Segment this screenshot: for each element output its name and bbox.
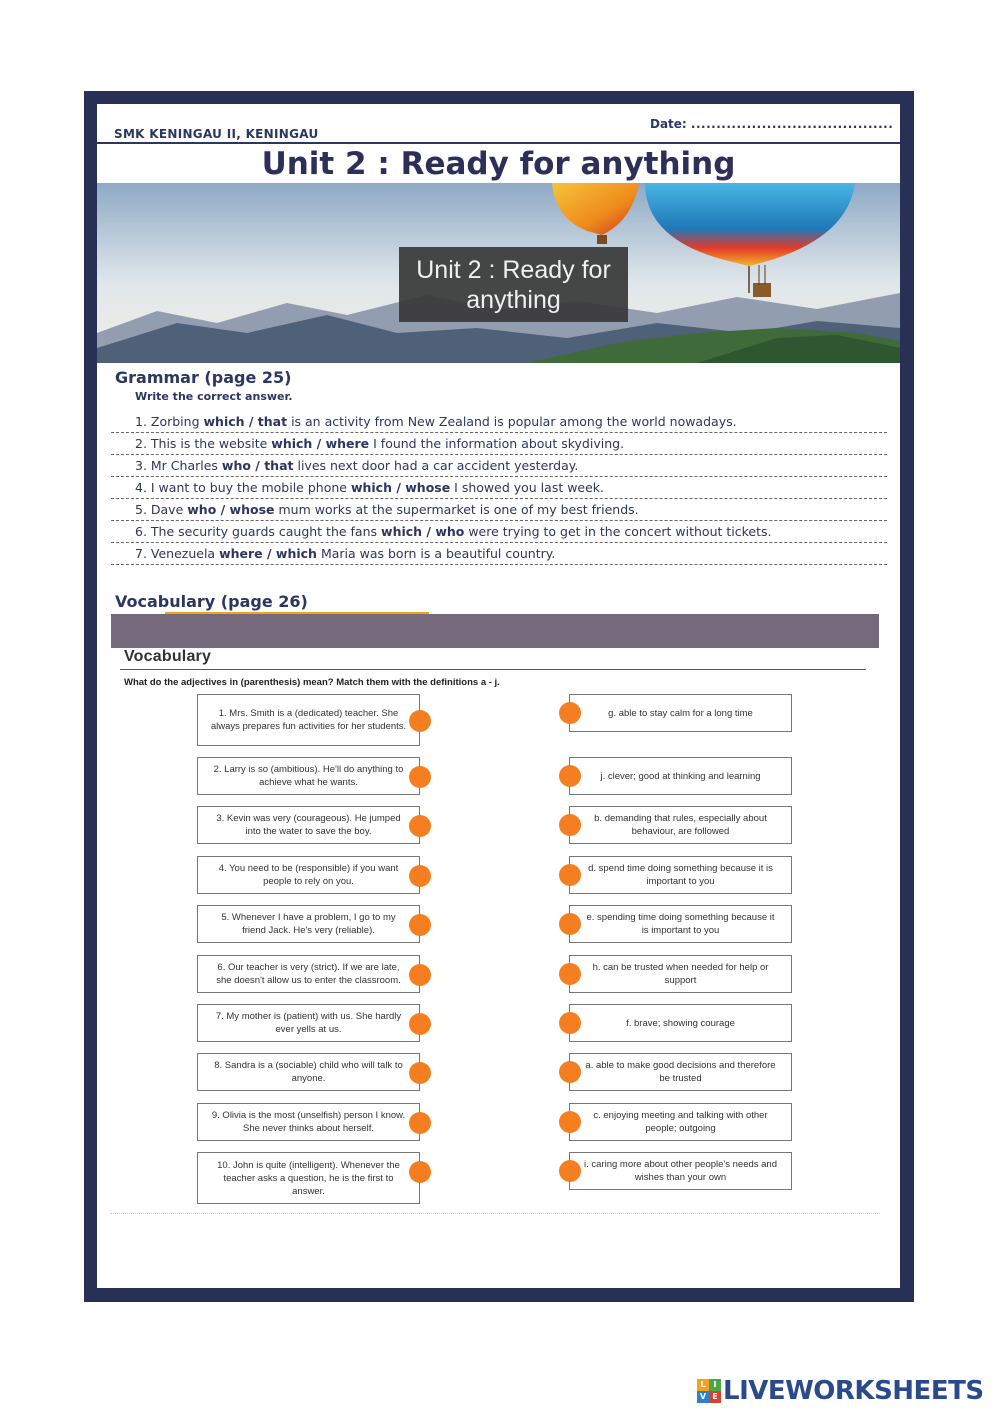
match-dot-left[interactable] [409,964,431,986]
grammar-question: 2. This is the website which / where I found the information about skydiving. [111,433,887,455]
match-dot-left[interactable] [409,815,431,837]
match-dot-left[interactable] [409,865,431,887]
logo-text: LIVEWORKSHEETS [723,1376,984,1406]
date-label: Date: [650,117,687,131]
grammar-question: 4. I want to buy the mobile phone which / whose I showed you last week. [111,477,887,499]
grammar-instruction: Write the correct answer. [135,390,293,403]
grammar-heading: Grammar (page 25) [115,368,292,387]
match-dot-right[interactable] [559,1012,581,1034]
definition-box: i. caring more about other people's needs and wishes than your own [569,1152,792,1190]
grammar-question: 1. Zorbing which / that is an activity from New Zealand is popular among the world nowadays. [111,411,887,433]
answer-choice[interactable]: which / where [271,436,370,451]
vocabulary-rule [120,669,866,670]
date-field[interactable] [650,117,893,131]
sentence-box: 5. Whenever I have a problem, I go to my friend Jack. He's very (reliable). [197,905,420,943]
match-dot-left[interactable] [409,1161,431,1183]
match-dot-right[interactable] [559,765,581,787]
match-dot-right[interactable] [559,913,581,935]
banner-caption-line2: anything [466,285,561,314]
answer-choice[interactable]: which / that [203,414,288,429]
vocabulary-banner-band [111,614,879,648]
definition-box: g. able to stay calm for a long time [569,694,792,732]
definition-box: c. enjoying meeting and talking with other people; outgoing [569,1103,792,1141]
vocabulary-heading: Vocabulary (page 26) [115,592,308,611]
header-rule [97,142,900,144]
match-dot-left[interactable] [409,710,431,732]
section-divider [110,1213,880,1215]
vocabulary-question: What do the adjectives in (parenthesis) mean? Match them with the definitions a - j. [124,677,500,688]
match-dot-left[interactable] [409,1062,431,1084]
sentence-box: 3. Kevin was very (courageous). He jumped into the water to save the boy. [197,806,420,844]
match-dot-left[interactable] [409,1112,431,1134]
definition-box: j. clever; good at thinking and learning [569,757,792,795]
grammar-question: 7. Venezuela where / which Maria was born is a beautiful country. [111,543,887,565]
match-dot-left[interactable] [409,914,431,936]
sentence-box: 6. Our teacher is very (strict). If we are late, she doesn't allow us to enter the classroom. [197,955,420,993]
sentence-box: 1. Mrs. Smith is a (dedicated) teacher. She always prepares fun activities for her students. [197,694,420,746]
grammar-question: 3. Mr Charles who / that lives next door had a car accident yesterday. [111,455,887,477]
date-blank[interactable]: ........................................ [690,117,894,131]
answer-choice[interactable]: which / who [381,524,465,539]
sentence-box: 8. Sandra is a (sociable) child who will talk to anyone. [197,1053,420,1091]
match-dot-right[interactable] [559,1111,581,1133]
answer-choice[interactable]: who / whose [187,502,275,517]
school-name: SMK KENINGAU II, KENINGAU [114,127,319,141]
definition-box: h. can be trusted when needed for help or support [569,955,792,993]
grammar-question: 6. The security guards caught the fans which / who were trying to get in the concert without tickets. [111,521,887,543]
match-dot-right[interactable] [559,1160,581,1182]
banner-caption-line1: Unit 2 : Ready for [416,255,611,284]
sentence-box: 10. John is quite (intelligent). Whenever the teacher asks a question, he is the first to answer. [197,1152,420,1204]
answer-choice[interactable]: who / that [221,458,294,473]
match-dot-left[interactable] [409,766,431,788]
banner-caption [399,247,628,322]
definition-box: e. spending time doing something because it is important to you [569,905,792,943]
match-dot-right[interactable] [559,963,581,985]
definition-box: d. spend time doing something because it is important to you [569,856,792,894]
grammar-question: 5. Dave who / whose mum works at the supermarket is one of my best friends. [111,499,887,521]
answer-choice[interactable]: which / whose [350,480,451,495]
match-dot-right[interactable] [559,814,581,836]
sentence-box: 2. Larry is so (ambitious). He'll do anything to achieve what he wants. [197,757,420,795]
match-dot-right[interactable] [559,1061,581,1083]
definition-box: a. able to make good decisions and therefore be trusted [569,1053,792,1091]
definition-box: b. demanding that rules, especially about behaviour, are followed [569,806,792,844]
definition-box: f. brave; showing courage [569,1004,792,1042]
answer-choice[interactable]: where / which [219,546,317,561]
liveworksheets-logo [697,1376,984,1406]
page-title: Unit 2 : Ready for anything [261,146,736,182]
match-dot-left[interactable] [409,1013,431,1035]
sentence-box: 4. You need to be (responsible) if you want people to rely on you. [197,856,420,894]
sentence-box: 7. My mother is (patient) with us. She hardly ever yells at us. [197,1004,420,1042]
vocabulary-inner-title: Vocabulary [124,648,212,665]
match-dot-right[interactable] [559,702,581,724]
sentence-box: 9. Olivia is the most (unselfish) person I know. She never thinks about herself. [197,1103,420,1141]
match-dot-right[interactable] [559,864,581,886]
logo-mark-icon: L I V E [697,1379,721,1403]
